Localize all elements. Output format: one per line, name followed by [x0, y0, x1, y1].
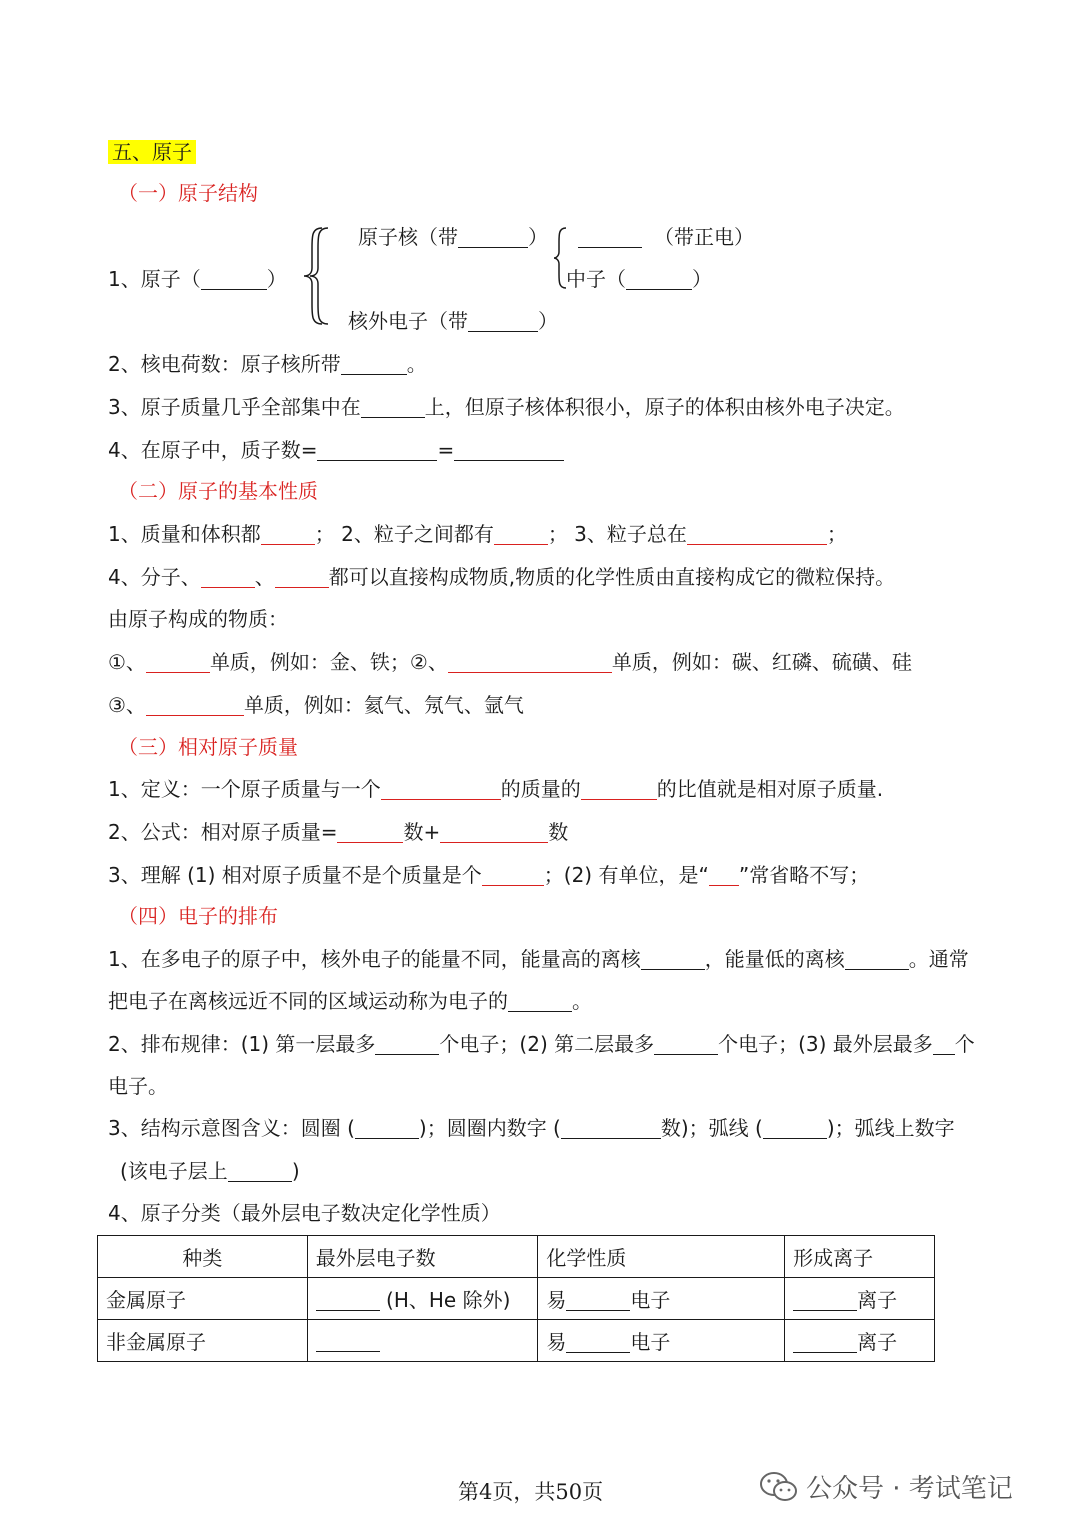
blank[interactable]: [458, 227, 528, 248]
page-footer: 第4页，共50页: [458, 1480, 604, 1504]
table-row: [98, 1320, 935, 1362]
blank[interactable]: [337, 822, 403, 843]
blank[interactable]: [468, 311, 538, 332]
blank[interactable]: [201, 567, 255, 588]
arrangement-rule-line-2: 电子。: [108, 1074, 168, 1098]
electron-energy-line: 1、在多电子的原子中，核外电子的能量不同，能量高的离核 ，能量低的离核 。通常: [108, 947, 969, 971]
blank[interactable]: [793, 1332, 857, 1353]
blank[interactable]: [654, 1034, 718, 1055]
subsection-title-properties: （二）原子的基本性质: [118, 479, 318, 503]
brace-large: [300, 226, 330, 326]
table-cell: 非金属原子: [98, 1320, 308, 1362]
noble-gas-line: ③、 单质，例如：氦气、氖气、氩气: [108, 693, 524, 717]
blank[interactable]: [482, 865, 544, 886]
table-cell: 金属原子: [98, 1278, 308, 1320]
blank[interactable]: [578, 227, 642, 248]
subsection-title-relative-mass: （三）相对原子质量: [118, 735, 298, 759]
blank[interactable]: [261, 524, 315, 545]
table-header-row: [98, 1236, 935, 1278]
table-header: 形成离子: [785, 1236, 935, 1278]
blank[interactable]: [454, 440, 564, 461]
blank[interactable]: [355, 1118, 419, 1139]
blank[interactable]: [581, 779, 657, 800]
blank[interactable]: [709, 865, 739, 886]
blank[interactable]: [641, 949, 705, 970]
blank[interactable]: [228, 1161, 292, 1182]
blank[interactable]: [494, 524, 548, 545]
arrangement-rule-line: 2、排布规律：(1) 第一层最多 个电子；(2) 第二层最多 个电子；(3) 最外层最多 个: [108, 1032, 975, 1056]
blank[interactable]: [626, 269, 692, 290]
blank[interactable]: [201, 269, 267, 290]
blank[interactable]: [341, 354, 407, 375]
table-cell: 离子: [785, 1278, 935, 1320]
blank[interactable]: [561, 1118, 661, 1139]
mass-line: 3、原子质量几乎全部集中在 上，但原子核体积很小，原子的体积由核外电子决定。: [108, 395, 905, 419]
element-types-line: ①、 单质，例如：金、铁；②、 单质，例如：碳、红磷、硫磺、硅: [108, 650, 912, 674]
subsection-title-electrons: （四）电子的排布: [118, 904, 278, 928]
classification-label: 4、原子分类（最外层电子数决定化学性质）: [108, 1201, 501, 1225]
blank[interactable]: [448, 652, 612, 673]
nuclear-charge-line: 2、核电荷数：原子核所带 。: [108, 352, 427, 376]
electron-energy-line-2: 把电子在离核远近不同的区域运动称为电子的 。: [108, 989, 592, 1013]
table-cell: 易 电子: [538, 1320, 785, 1362]
blank[interactable]: [381, 779, 501, 800]
table-cell: (H、He 除外): [307, 1278, 538, 1320]
blank[interactable]: [508, 991, 572, 1012]
atom-line: 1、原子（ ）: [108, 267, 287, 291]
electron-line: 核外电子（带 ）: [348, 309, 558, 333]
diagram-meaning-line: 3、结构示意图含义：圆圈 ( )；圆圈内数字 ( 数)；弧线 ( )；弧线上数字: [108, 1116, 955, 1140]
understanding-line: 3、理解 (1) 相对原子质量不是个质量是个 ；(2) 有单位，是“ ”常省略不写；: [108, 863, 870, 887]
subsection-title-structure: （一）原子结构: [118, 181, 258, 205]
nucleus-line: 原子核（带 ）: [358, 225, 548, 249]
blank[interactable]: [440, 822, 548, 843]
blank[interactable]: [845, 949, 909, 970]
blank[interactable]: [687, 524, 827, 545]
definition-line: 1、定义：一个原子质量与一个 的质量的 的比值就是相对原子质量.: [108, 777, 884, 801]
blank[interactable]: [763, 1118, 827, 1139]
blank[interactable]: [933, 1034, 955, 1055]
table-header: 最外层电子数: [307, 1236, 538, 1278]
diagram-meaning-line-2: (该电子层上 ): [120, 1159, 300, 1183]
table-cell: 易 电子: [538, 1278, 785, 1320]
blank[interactable]: [793, 1290, 857, 1311]
blank[interactable]: [361, 397, 425, 418]
proton-number-line: 4、在原子中，质子数= =: [108, 435, 564, 465]
wechat-icon: [760, 1471, 798, 1503]
blank[interactable]: [316, 1331, 380, 1352]
neutron-line: 中子（ ）: [566, 267, 712, 291]
blank[interactable]: [146, 652, 210, 673]
molecule-line: 4、分子、 、 都可以直接构成物质,物质的化学性质由直接构成它的微粒保持。: [108, 565, 896, 589]
blank[interactable]: [317, 440, 437, 461]
table-row: [98, 1278, 935, 1320]
properties-line: 1、质量和体积都 ； 2、粒子之间都有 ； 3、粒子总在 ；: [108, 522, 847, 546]
table-header: 种类: [98, 1236, 308, 1278]
atom-classification-table: [97, 1235, 935, 1362]
blank[interactable]: [375, 1034, 439, 1055]
blank[interactable]: [316, 1290, 380, 1311]
blank[interactable]: [146, 695, 244, 716]
section-title: 五、原子: [108, 137, 196, 167]
blank[interactable]: [566, 1332, 630, 1353]
formula-line: 2、公式：相对原子质量= 数+ 数: [108, 820, 569, 844]
watermark: 公众号 · 考试笔记: [760, 1468, 1013, 1505]
table-header: 化学性质: [538, 1236, 785, 1278]
blank[interactable]: [566, 1290, 630, 1311]
atom-substances-label: 由原子构成的物质：: [108, 607, 288, 631]
blank[interactable]: [275, 567, 329, 588]
table-cell: [307, 1320, 538, 1362]
table-cell: 离子: [785, 1320, 935, 1362]
proton-line: （带正电）: [578, 222, 754, 252]
